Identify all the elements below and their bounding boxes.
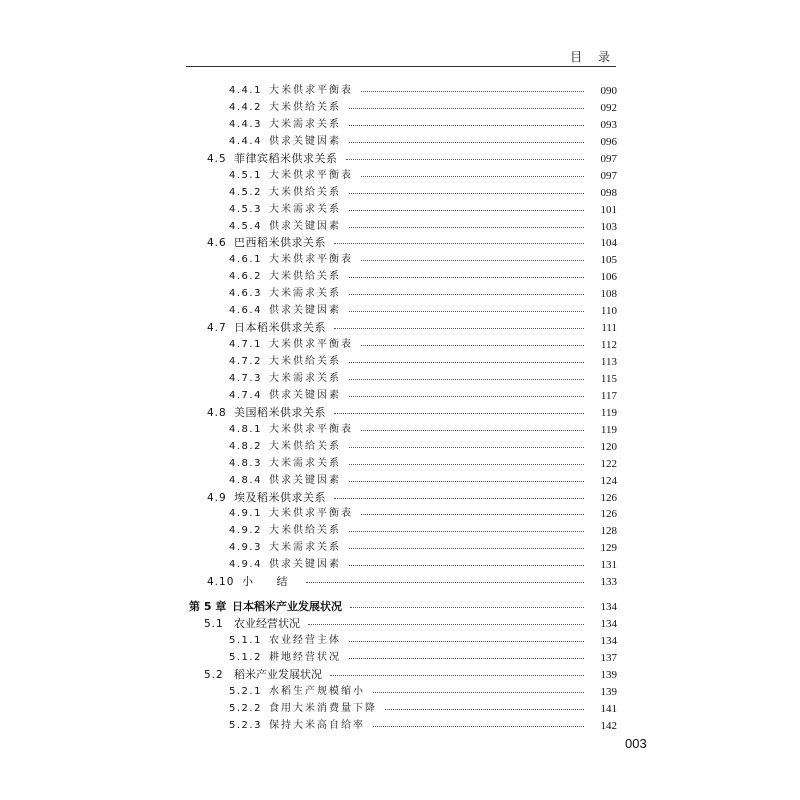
toc-entry-title: 农业经营状况 xyxy=(234,617,300,631)
toc-entry-number: 5.2.2 xyxy=(229,702,262,714)
toc-entry-title: 大米需求关系 xyxy=(269,118,341,130)
toc-entry[interactable] xyxy=(0,269,800,286)
toc-entry-title: 大米需求关系 xyxy=(269,372,341,384)
toc-entry-page: 098 xyxy=(600,186,617,199)
toc-entry-title: 大米需求关系 xyxy=(269,542,341,554)
toc-leader-dots xyxy=(373,726,584,727)
toc-entry-page: 128 xyxy=(600,525,617,538)
toc-entry-title: 巴西稻米供求关系 xyxy=(234,236,326,250)
toc-entry[interactable] xyxy=(0,219,800,236)
toc-entry-page: 124 xyxy=(600,474,617,487)
toc-entry-number: 4.6.1 xyxy=(229,254,262,266)
toc-leader-dots xyxy=(306,582,584,583)
toc-entry-page: 119 xyxy=(600,423,617,436)
toc-entry-page: 134 xyxy=(600,601,617,614)
toc-entry-number: 5.1.1 xyxy=(229,635,262,646)
toc-leader-dots xyxy=(349,193,584,194)
toc-leader-dots xyxy=(349,227,584,228)
toc-leader-dots xyxy=(334,498,584,499)
toc-entry-title: 稻米产业发展状况 xyxy=(234,667,322,681)
toc-entry[interactable] xyxy=(0,83,800,100)
toc-entry-page: 117 xyxy=(600,389,617,402)
toc-leader-dots xyxy=(308,624,584,625)
toc-entry-title: 大米供给关系 xyxy=(269,356,341,367)
toc-entry-title: 大米供求平衡表 xyxy=(269,85,353,96)
toc-entry-number: 4.7 xyxy=(207,322,227,335)
toc-entry-page: 139 xyxy=(600,668,617,681)
toc-entry[interactable] xyxy=(0,303,800,320)
toc-entry-title: 日本稻米产业发展状况 xyxy=(232,600,342,614)
toc-entry-title: 农业经营主体 xyxy=(269,635,341,646)
toc-entry-number: 4.9.3 xyxy=(229,542,262,554)
toc-leader-dots xyxy=(349,447,584,448)
toc-entry-page: 142 xyxy=(600,719,617,732)
toc-entry-page: 133 xyxy=(600,576,617,589)
toc-entry-title: 供求关键因素 xyxy=(269,474,341,486)
page-number: 003 xyxy=(625,736,647,751)
toc-leader-dots xyxy=(330,675,584,676)
toc-entry[interactable] xyxy=(0,574,800,591)
toc-entry-page: 101 xyxy=(600,203,617,216)
toc-entry-title: 大米供给关系 xyxy=(269,525,341,537)
toc-entry-page: 115 xyxy=(600,372,617,385)
toc-entry-title: 大米供给关系 xyxy=(269,440,341,452)
toc-entry-title: 菲律宾稻米供求关系 xyxy=(234,151,338,165)
toc-entry[interactable] xyxy=(0,337,800,354)
toc-entry-page: 103 xyxy=(600,220,617,233)
toc-entry[interactable] xyxy=(0,286,800,303)
toc-entry-title: 日本稻米供求关系 xyxy=(234,321,326,335)
toc-entry[interactable] xyxy=(0,252,800,269)
toc-leader-dots xyxy=(349,277,584,278)
toc-entry-number: 4.6.3 xyxy=(229,288,262,300)
toc-entry[interactable] xyxy=(0,117,800,134)
toc-entry-number: 4.4.1 xyxy=(229,85,262,96)
toc-entry-title: 小 结 xyxy=(242,575,298,589)
toc-entry-title: 大米供求平衡表 xyxy=(269,254,353,266)
toc-entry-page: 126 xyxy=(600,491,617,504)
toc-entry-page: 112 xyxy=(600,339,617,352)
toc-entry-page: 092 xyxy=(600,101,617,114)
toc-entry[interactable] xyxy=(0,506,800,523)
toc-entry-title: 水稻生产规模缩小 xyxy=(269,685,365,697)
toc-entry-title: 大米供求平衡表 xyxy=(269,339,353,351)
toc-entry-title: 大米供求平衡表 xyxy=(269,423,353,435)
toc-entry-page: 097 xyxy=(600,169,617,182)
toc-entry-page: 137 xyxy=(600,651,617,664)
toc-entry-title: 供求关键因素 xyxy=(269,135,341,147)
toc-entry-title: 大米供求平衡表 xyxy=(269,169,353,181)
toc-leader-dots xyxy=(361,345,584,346)
toc-entry-page: 119 xyxy=(600,406,617,419)
toc-entry[interactable] xyxy=(0,456,800,473)
toc-entry[interactable] xyxy=(0,168,800,185)
toc-leader-dots xyxy=(361,430,584,431)
toc-entry-number: 4.9.1 xyxy=(229,508,262,520)
toc-entry-title: 大米需求关系 xyxy=(269,288,341,300)
toc-leader-dots xyxy=(349,565,584,566)
toc-leader-dots xyxy=(349,210,584,211)
toc-entry[interactable] xyxy=(0,100,800,117)
toc-leader-dots xyxy=(346,159,584,160)
toc-entry-number: 4.8.2 xyxy=(229,440,262,452)
toc-leader-dots xyxy=(349,142,584,143)
toc-entry[interactable] xyxy=(0,557,800,574)
toc-entry-number: 5.2 xyxy=(204,668,224,681)
toc-entry-number: 5.1.2 xyxy=(229,651,262,663)
toc-leader-dots xyxy=(349,641,584,642)
toc-entry[interactable] xyxy=(0,185,800,202)
toc-entry-title: 大米需求关系 xyxy=(269,457,341,469)
toc-entry-page: 104 xyxy=(600,237,617,250)
toc-entry-page: 120 xyxy=(600,440,617,453)
toc-leader-dots xyxy=(349,481,584,482)
toc-entry[interactable] xyxy=(0,701,800,718)
toc-entry-page: 096 xyxy=(600,135,617,148)
toc-entry[interactable] xyxy=(0,718,800,735)
toc-leader-dots xyxy=(349,362,584,363)
header-title: 目 录 xyxy=(570,50,616,64)
toc-leader-dots xyxy=(350,607,584,608)
toc-entry-page: 139 xyxy=(600,685,617,698)
toc-entry[interactable] xyxy=(0,684,800,701)
toc-entry-page: 126 xyxy=(600,508,617,521)
toc-entry[interactable] xyxy=(0,523,800,540)
toc-entry-page: 134 xyxy=(600,618,617,631)
toc-entry[interactable] xyxy=(0,633,800,650)
toc-entry[interactable] xyxy=(0,134,800,151)
toc-leader-dots xyxy=(361,91,584,92)
toc-leader-dots xyxy=(349,531,584,532)
toc-entry-title: 大米供给关系 xyxy=(269,271,341,283)
toc-entry-number: 4.7.3 xyxy=(229,372,262,384)
toc-entry[interactable] xyxy=(0,388,800,405)
toc-entry-page: 097 xyxy=(600,152,617,165)
toc-entry-title: 供求关键因素 xyxy=(269,559,341,571)
toc-entry-number: 4.10 xyxy=(207,576,235,589)
toc-entry-number: 4.7.1 xyxy=(229,339,262,351)
toc-entry-page: 122 xyxy=(600,457,617,470)
toc-entry[interactable] xyxy=(0,422,800,439)
toc-entry-title: 大米供求平衡表 xyxy=(269,508,353,520)
header-rule xyxy=(186,66,616,67)
toc-entry-number: 4.8 xyxy=(207,406,227,419)
toc-leader-dots xyxy=(349,108,584,109)
toc-leader-dots xyxy=(349,464,584,465)
running-header xyxy=(186,48,616,64)
toc-entry-page: 134 xyxy=(600,635,617,647)
table-of-contents xyxy=(0,83,800,735)
toc-entry-title: 食用大米消费量下降 xyxy=(269,702,377,714)
toc-entry-title: 保持大米高自给率 xyxy=(269,719,365,731)
toc-leader-dots xyxy=(361,514,584,515)
toc-entry[interactable] xyxy=(0,320,800,337)
toc-entry-number: 4.9.4 xyxy=(229,559,262,571)
toc-entry-title: 供求关键因素 xyxy=(269,220,341,232)
toc-leader-dots xyxy=(349,125,584,126)
toc-entry[interactable] xyxy=(0,490,800,507)
toc-entry-page: 108 xyxy=(600,288,617,301)
toc-entry[interactable] xyxy=(0,650,800,667)
toc-leader-dots xyxy=(349,311,584,312)
toc-entry-number: 4.7.2 xyxy=(229,356,262,367)
toc-leader-dots xyxy=(349,548,584,549)
toc-leader-dots xyxy=(349,658,584,659)
toc-leader-dots xyxy=(334,328,584,329)
toc-entry-number: 4.4.4 xyxy=(229,135,262,147)
toc-entry[interactable] xyxy=(0,616,800,633)
toc-entry-page: 090 xyxy=(600,85,617,97)
toc-entry-number: 4.9.2 xyxy=(229,525,262,537)
toc-entry-number: 4.8.1 xyxy=(229,423,262,435)
toc-entry-page: 129 xyxy=(600,542,617,555)
toc-entry-number: 4.6 xyxy=(207,237,227,250)
toc-entry[interactable] xyxy=(0,405,800,422)
toc-leader-dots xyxy=(361,260,584,261)
toc-entry-page: 131 xyxy=(600,559,617,572)
toc-leader-dots xyxy=(373,692,584,693)
toc-entry[interactable] xyxy=(0,202,800,219)
toc-entry-number: 4.5.4 xyxy=(229,220,262,232)
toc-entry-title: 美国稻米供求关系 xyxy=(234,405,326,419)
toc-entry-page: 141 xyxy=(600,702,617,715)
toc-entry-page: 106 xyxy=(600,271,617,284)
toc-entry[interactable] xyxy=(0,667,800,684)
toc-entry-title: 供求关键因素 xyxy=(269,389,341,401)
toc-entry-title: 耕地经营状况 xyxy=(269,651,341,663)
toc-entry-page: 110 xyxy=(600,305,617,318)
toc-entry[interactable] xyxy=(0,599,800,616)
toc-leader-dots xyxy=(361,176,584,177)
toc-entry[interactable] xyxy=(0,473,800,490)
toc-entry[interactable] xyxy=(0,371,800,388)
toc-entry-number: 4.4.3 xyxy=(229,118,262,130)
toc-entry-number: 4.6.4 xyxy=(229,305,262,317)
toc-entry-page: 111 xyxy=(601,322,617,335)
toc-leader-dots xyxy=(334,243,584,244)
toc-leader-dots xyxy=(349,396,584,397)
toc-entry-title: 供求关键因素 xyxy=(269,305,341,317)
toc-entry-number: 4.4.2 xyxy=(229,101,262,113)
toc-entry-title: 大米需求关系 xyxy=(269,203,341,215)
toc-entry[interactable] xyxy=(0,439,800,456)
toc-entry-number: 5.1 xyxy=(204,618,224,631)
toc-leader-dots xyxy=(349,379,584,380)
toc-entry-page: 105 xyxy=(600,254,617,267)
toc-leader-dots xyxy=(334,413,584,414)
toc-entry-title: 大米供给关系 xyxy=(269,186,341,198)
toc-entry-number: 4.5.2 xyxy=(229,186,262,198)
toc-entry-number: 4.6.2 xyxy=(229,271,262,283)
toc-entry[interactable] xyxy=(0,151,800,168)
toc-entry-number: 4.7.4 xyxy=(229,389,262,401)
toc-entry-number: 第 5 章 xyxy=(189,600,227,614)
toc-entry[interactable] xyxy=(0,540,800,557)
toc-leader-dots xyxy=(385,709,584,710)
toc-entry-number: 4.8.3 xyxy=(229,457,262,469)
toc-entry-number: 4.5 xyxy=(207,152,227,165)
toc-entry[interactable] xyxy=(0,354,800,371)
toc-entry-number: 5.2.1 xyxy=(229,685,262,697)
toc-entry-number: 4.8.4 xyxy=(229,474,262,486)
toc-entry-number: 4.5.1 xyxy=(229,169,262,181)
toc-entry-page: 113 xyxy=(600,356,617,368)
toc-entry-page: 093 xyxy=(600,118,617,131)
toc-entry-number: 4.5.3 xyxy=(229,203,262,215)
toc-entry-number: 4.9 xyxy=(207,491,227,504)
toc-entry-number: 5.2.3 xyxy=(229,719,262,731)
toc-entry-title: 埃及稻米供求关系 xyxy=(234,490,326,504)
toc-entry-title: 大米供给关系 xyxy=(269,101,341,113)
toc-entry[interactable] xyxy=(0,235,800,252)
toc-leader-dots xyxy=(349,294,584,295)
